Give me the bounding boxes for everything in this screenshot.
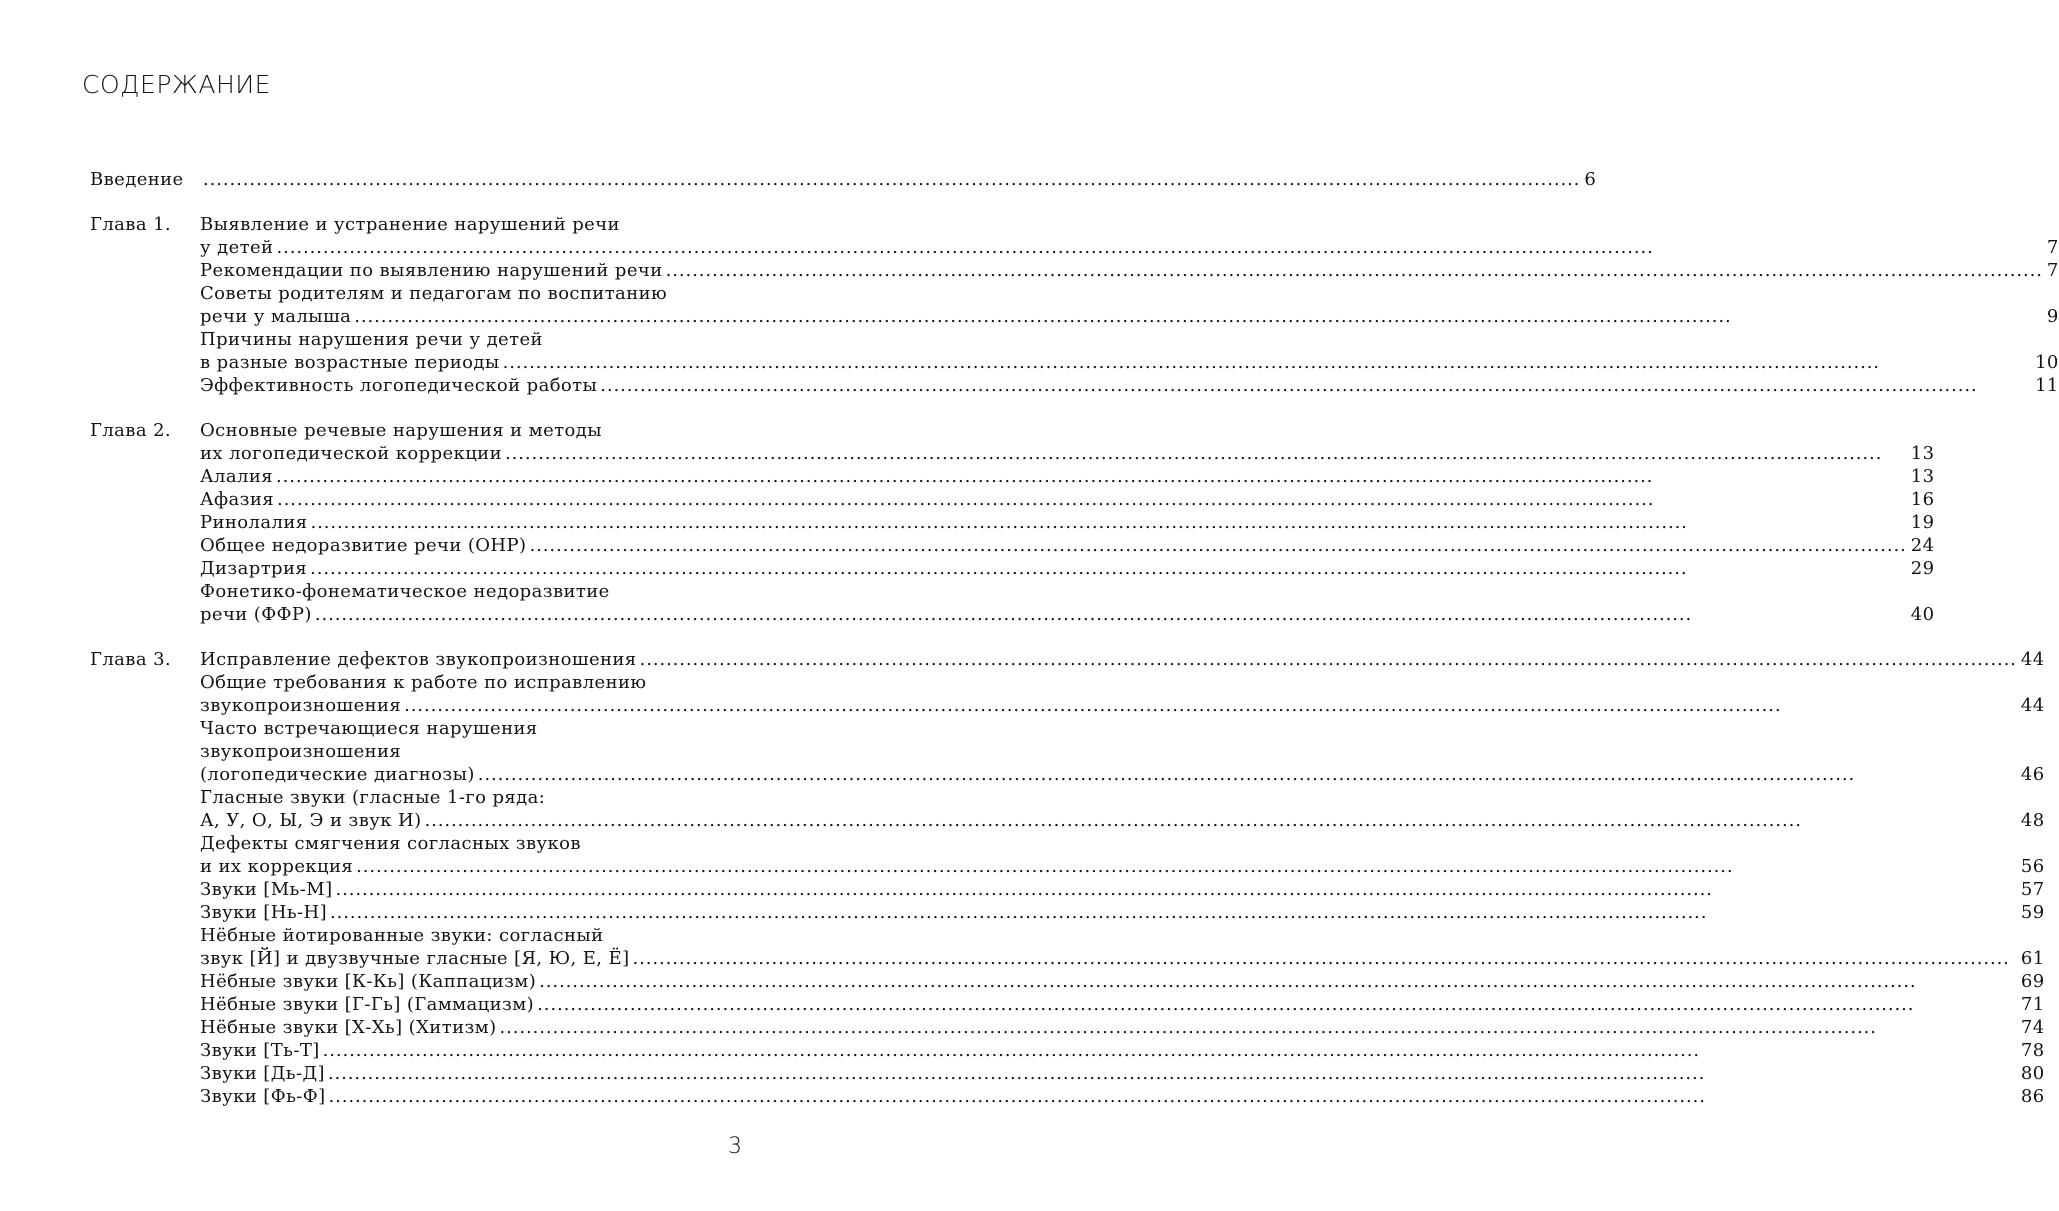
leader-dots	[277, 488, 1907, 511]
entry-page-number: 16	[1910, 489, 1935, 510]
entry-title: звукопроизношения	[200, 695, 402, 716]
leader-dots	[666, 259, 2043, 282]
leader-dots	[330, 901, 2017, 924]
toc-entry[interactable]	[200, 419, 1935, 465]
toc-entry[interactable]	[200, 511, 1935, 534]
entry-title: Афазия	[200, 489, 275, 510]
entry-title: звук [Й] и двузвучные гласные [Я, Ю, Е, Ё]	[200, 948, 630, 969]
toc-entry-intro[interactable]	[200, 168, 1596, 191]
toc-entry[interactable]	[200, 648, 2045, 671]
leader-dots	[356, 855, 2017, 878]
toc-entry[interactable]	[200, 832, 2045, 878]
leader-dots	[640, 648, 2017, 671]
entry-page-number: 46	[2020, 764, 2045, 785]
leader-dots	[328, 1062, 2017, 1085]
entry-page-number: 29	[1910, 558, 1935, 579]
leader-dots	[500, 1016, 2017, 1039]
entry-title: А, У, О, Ы, Э и звук И)	[200, 810, 422, 831]
entry-title: Дизартрия	[200, 558, 308, 579]
entry-page-number: 11	[2035, 375, 2059, 396]
leader-dots	[503, 351, 2031, 374]
leader-dots	[529, 534, 1906, 557]
toc-entry[interactable]	[200, 717, 2045, 786]
entry-title-line: звукопроизношения	[200, 741, 402, 762]
leader-dots	[336, 878, 2017, 901]
entry-title-line: Нёбные йотированные звуки: согласный	[200, 925, 604, 946]
leader-dots	[537, 993, 2017, 1016]
toc-entry[interactable]	[200, 259, 2059, 282]
entry-page-number: 86	[2020, 1086, 2045, 1107]
leader-dots	[633, 947, 2017, 970]
toc-entry[interactable]	[200, 970, 2045, 993]
entry-page-number: 48	[2020, 810, 2045, 831]
entry-page-number: 56	[2020, 856, 2045, 877]
entry-page-number: 44	[2020, 649, 2045, 670]
toc-entry[interactable]	[200, 557, 1935, 580]
entry-title: Нёбные звуки [Г-Гь] (Гаммацизм)	[200, 994, 535, 1015]
leader-dots	[539, 970, 2017, 993]
entry-page-number: 7	[2046, 260, 2059, 281]
toc-entry[interactable]	[200, 1016, 2045, 1039]
leader-dots	[425, 809, 2017, 832]
chapter-label: Глава 3.	[90, 649, 172, 670]
page-number: 3	[728, 1134, 742, 1159]
entry-title-line: Причины нарушения речи у детей	[200, 329, 543, 350]
entry-page-number: 69	[2020, 971, 2045, 992]
entry-title: речи (ФФР)	[200, 604, 312, 625]
toc-entry[interactable]	[200, 465, 1935, 488]
leader-dots	[276, 465, 1907, 488]
leader-dots	[354, 305, 2043, 328]
entry-title-line: Дефекты смягчения согласных звуков	[200, 833, 581, 854]
entry-title-line: Часто встречающиеся нарушения	[200, 718, 538, 739]
toc-entry[interactable]	[200, 901, 2045, 924]
leader-dots	[404, 694, 2017, 717]
entry-title: Алалия	[200, 466, 273, 487]
entry-page-number: 40	[1910, 604, 1935, 625]
entry-title: Эффективность логопедической работы	[200, 375, 598, 396]
intro-label: Введение	[90, 169, 184, 190]
entry-title: и их коррекция	[200, 856, 354, 877]
leader-dots	[311, 511, 1907, 534]
entry-page-number: 13	[1910, 466, 1935, 487]
entry-page-number: 78	[2020, 1040, 2045, 1061]
entry-page-number: 74	[2020, 1017, 2045, 1038]
leader-dots	[478, 763, 2017, 786]
entry-page-number: 59	[2020, 902, 2045, 923]
toc-entry[interactable]	[200, 580, 1935, 626]
toc-entry[interactable]	[200, 878, 2045, 901]
entry-title: Рекомендации по выявлению нарушений речи	[200, 260, 663, 281]
entry-page-number: 57	[2020, 879, 2045, 900]
leader-dots	[203, 168, 1580, 191]
entry-title: Звуки [Нь-Н]	[200, 902, 328, 923]
entry-title: (логопедические диагнозы)	[200, 764, 475, 785]
entry-page-number: 24	[1910, 535, 1935, 556]
entry-page-number: 13	[1910, 443, 1935, 464]
toc-entry[interactable]	[200, 374, 2059, 397]
entry-title-line: Фонетико-фонематическое недоразвитие	[200, 581, 610, 602]
chapter-label: Глава 2.	[90, 420, 172, 441]
leader-dots	[276, 236, 2042, 259]
page-title: СОДЕРЖАНИЕ	[82, 70, 271, 99]
entry-page-number: 10	[2035, 352, 2059, 373]
entry-title-line: Советы родителям и педагогам по воспитанию	[200, 283, 668, 304]
leader-dots	[310, 557, 1907, 580]
entry-title: Звуки [Мь-М]	[200, 879, 333, 900]
toc-entry[interactable]	[200, 993, 2045, 1016]
leader-dots	[323, 1039, 2017, 1062]
toc-entry[interactable]	[200, 328, 2059, 374]
toc-chapter-3	[90, 648, 2045, 1108]
chapter-label: Глава 1.	[90, 214, 172, 235]
toc-entry[interactable]	[200, 1062, 2045, 1085]
toc-chapter-2	[90, 419, 1935, 626]
toc-entry[interactable]	[200, 1039, 2045, 1062]
entry-title: Исправление дефектов звукопроизношения	[200, 649, 637, 670]
toc-entry[interactable]	[200, 924, 2045, 970]
toc-entry[interactable]	[200, 213, 2059, 259]
entry-title: Общее недоразвитие речи (ОНР)	[200, 535, 527, 556]
entry-title: Звуки [Дь-Д]	[200, 1063, 325, 1084]
entry-title: речи у малыша	[200, 306, 352, 327]
toc-entry[interactable]	[200, 786, 2045, 832]
entry-title: Нёбные звуки [К-Кь] (Каппацизм)	[200, 971, 537, 992]
toc-entry[interactable]	[200, 488, 1935, 511]
entry-title: Звуки [Фь-Ф]	[200, 1086, 326, 1107]
toc-entry[interactable]	[200, 1085, 2045, 1108]
entry-title: Ринолалия	[200, 512, 308, 533]
leader-dots	[315, 603, 1907, 626]
entry-title: у детей	[200, 237, 274, 258]
leader-dots	[600, 374, 2031, 397]
entry-page-number: 7	[2046, 237, 2059, 258]
entry-page-number: 61	[2020, 948, 2045, 969]
entry-title-line: Основные речевые нарушения и методы	[200, 420, 602, 441]
leader-dots	[329, 1085, 2017, 1108]
entry-title: Нёбные звуки [Х-Хь] (Хитизм)	[200, 1017, 497, 1038]
entry-title-line: Общие требования к работе по исправлению	[200, 672, 647, 693]
toc-entry[interactable]	[200, 282, 2059, 328]
table-of-contents	[90, 168, 2059, 1108]
toc-entry[interactable]	[200, 534, 1935, 557]
entry-page-number: 71	[2020, 994, 2045, 1015]
entry-title: их логопедической коррекции	[200, 443, 502, 464]
entry-page-number: 9	[2046, 306, 2059, 327]
entry-title-line: Гласные звуки (гласные 1-го ряда:	[200, 787, 546, 808]
entry-page-number: 19	[1910, 512, 1935, 533]
entry-page-number: 6	[1584, 169, 1597, 190]
entry-title: Звуки [Ть-Т]	[200, 1040, 320, 1061]
entry-page-number: 80	[2020, 1063, 2045, 1084]
leader-dots	[505, 442, 1907, 465]
toc-intro	[90, 168, 1597, 191]
toc-entry[interactable]	[200, 671, 2045, 717]
entry-title-line: Выявление и устранение нарушений речи	[200, 214, 620, 235]
toc-chapter-1	[90, 213, 2059, 397]
entry-page-number: 44	[2020, 695, 2045, 716]
entry-title: в разные возрастные периоды	[200, 352, 500, 373]
